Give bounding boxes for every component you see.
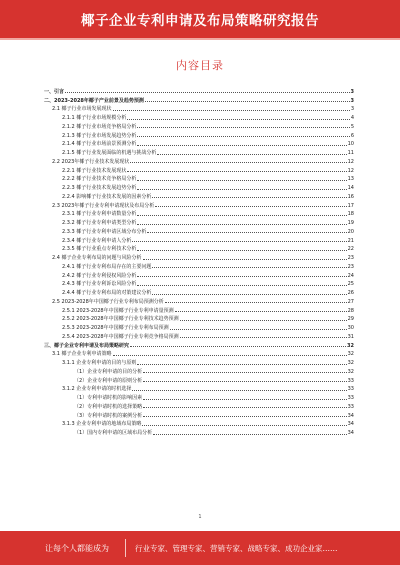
toc-entry[interactable]	[44, 305, 354, 314]
toc-dot-leader	[137, 180, 346, 181]
toc-entry[interactable]	[44, 95, 354, 104]
toc-entry-label: 2.1.3 椰子行业市场发展趋势分析	[62, 132, 137, 139]
toc-entry[interactable]	[44, 226, 354, 235]
toc-title: 内容目录	[176, 59, 224, 72]
toc-entry-label: 3.1.3 企业专利申请的地域布局策略	[62, 421, 142, 428]
footer-slogan: 让每个人都能成为	[45, 544, 109, 553]
toc-entry[interactable]	[44, 401, 354, 410]
toc-dot-leader	[113, 110, 350, 111]
toc-entry-label: 2.1.5 椰子行业发展面临的机遇与挑战分析	[62, 150, 157, 156]
toc-dot-leader	[155, 206, 346, 207]
toc-entry-label: （2）专利申请时机的选择策略	[74, 403, 143, 410]
toc-entry-page: 3	[350, 106, 354, 113]
toc-dot-leader	[113, 355, 347, 356]
toc-entry-label: 三、椰子企业专利申请及布局策略研究	[44, 342, 130, 349]
toc-entry[interactable]	[44, 130, 354, 139]
toc-entry[interactable]	[44, 261, 354, 270]
toc-entry[interactable]	[44, 340, 354, 349]
page-number: 1	[198, 514, 202, 520]
toc-entry[interactable]	[44, 279, 354, 288]
toc-entry[interactable]	[44, 427, 354, 436]
toc-dot-leader	[137, 364, 346, 365]
toc-dot-leader	[170, 329, 347, 330]
toc-entry-label: 2.1.1 椰子行业市场规模分析	[62, 115, 127, 121]
toc-entry-page: 18	[347, 211, 354, 218]
toc-entry-label: 一、引言	[44, 88, 65, 95]
toc-entry-label: （1）企业专利申请的目的分析	[74, 368, 143, 375]
toc-entry[interactable]	[44, 410, 354, 419]
toc-entry-label: 2.3.4 椰子行业专利申请人分析	[62, 237, 132, 244]
toc-entry-page: 21	[347, 237, 354, 244]
toc-entry[interactable]	[44, 191, 354, 200]
toc-entry-label: 2.3.1 椰子行业专利申请数量分析	[62, 211, 137, 218]
toc-entry[interactable]	[44, 86, 354, 95]
header-stripe	[0, 38, 400, 40]
toc-dot-leader	[165, 302, 347, 303]
toc-dot-leader	[143, 416, 346, 417]
toc-entry[interactable]	[44, 104, 354, 113]
toc-entry-label: 3.1.2 企业专利申请的时机选择	[62, 386, 132, 393]
toc-dot-leader	[180, 320, 347, 321]
toc-entry-page: 33	[347, 386, 354, 393]
toc-entry-page: 34	[347, 412, 354, 419]
toc-entry-page: 31	[347, 333, 354, 340]
toc-dot-leader	[137, 145, 346, 146]
toc-entry-page: 20	[347, 228, 354, 235]
toc-entry-page: 13	[347, 176, 354, 183]
toc-dot-leader	[152, 267, 346, 268]
toc-dot-leader	[137, 215, 346, 216]
toc-entry[interactable]	[44, 366, 354, 375]
toc-entry[interactable]	[44, 357, 354, 366]
toc-dot-leader	[132, 390, 346, 391]
toc-entry-page: 5	[350, 123, 354, 130]
toc-entry-label: 2.2.2 椰子行业技术竞争格局分析	[62, 176, 137, 183]
toc-entry-page: 12	[347, 167, 354, 174]
toc-entry-page: 34	[347, 430, 354, 436]
toc-entry[interactable]	[44, 270, 354, 279]
toc-entry-label: 2.4.2 椰子行业专利侵权风险分析	[62, 272, 137, 279]
toc-entry-page: 25	[347, 281, 354, 288]
toc-entry-label: （1）专利申请时机的影响因素	[74, 395, 143, 401]
toc-entry-page: 23	[347, 255, 354, 261]
toc-entry-label: （1）国内专利申请的区域布局分析	[74, 430, 153, 436]
toc-entry[interactable]	[44, 296, 354, 305]
toc-entry[interactable]	[44, 331, 354, 340]
toc-dot-leader	[127, 171, 346, 172]
toc-dot-leader	[137, 250, 346, 251]
toc-dot-leader	[137, 285, 346, 286]
toc-entry-page: 33	[347, 403, 354, 410]
toc-entry-page: 32	[347, 342, 354, 349]
toc-entry-label: 2.5.3 2023-2028年中国椰子行业专利布局预测	[62, 325, 169, 331]
toc-entry-page: 32	[347, 360, 354, 366]
toc-entry-page: 23	[347, 263, 354, 270]
toc-entry-label: 2.2.3 椰子行业技术发展趋势分析	[62, 185, 137, 191]
toc-entry-label: 2.2 2023年椰子行业技术发展现状	[52, 158, 130, 165]
toc-dot-leader	[132, 241, 346, 242]
toc-dot-leader	[137, 224, 346, 225]
toc-dot-leader	[130, 162, 346, 163]
toc-entry-page: 19	[347, 220, 354, 226]
toc-entry-page: 32	[347, 368, 354, 375]
toc-entry[interactable]	[44, 217, 354, 226]
table-of-contents	[44, 86, 354, 436]
toc-dot-leader	[143, 381, 346, 382]
toc-entry-page: 3	[350, 88, 354, 95]
toc-entry-label: 2.3.2 椰子行业专利申请类型分析	[62, 220, 137, 226]
toc-entry[interactable]	[44, 182, 354, 191]
toc-entry-page: 14	[347, 185, 354, 191]
toc-entry-page: 22	[347, 246, 354, 253]
toc-dot-leader	[157, 154, 346, 155]
toc-dot-leader	[65, 92, 350, 93]
toc-entry-page: 33	[347, 395, 354, 401]
toc-entry-page: 4	[350, 115, 354, 121]
toc-dot-leader	[127, 119, 349, 120]
toc-entry-label: 2.5.4 2023-2028年中国椰子行业专利竞争格局预测	[62, 333, 179, 340]
toc-entry[interactable]	[44, 156, 354, 165]
toc-dot-leader	[137, 136, 349, 137]
toc-entry-page: 6	[350, 132, 354, 139]
footer-divider	[125, 539, 126, 557]
toc-entry[interactable]	[44, 174, 354, 183]
toc-dot-leader	[152, 294, 346, 295]
toc-dot-leader	[145, 101, 350, 102]
toc-entry[interactable]	[44, 209, 354, 218]
toc-entry[interactable]	[44, 200, 354, 209]
toc-dot-leader	[153, 434, 346, 435]
toc-entry-page: 17	[347, 202, 354, 209]
toc-entry-label: 3.1.1 企业专利申请的目的与原则	[62, 360, 137, 366]
toc-entry[interactable]	[44, 139, 354, 148]
toc-dot-leader	[137, 276, 346, 277]
toc-entry-label: 2.4 椰子企业专利布局的问题与风险分析	[52, 255, 142, 261]
toc-entry-page: 11	[347, 150, 354, 156]
toc-dot-leader	[143, 259, 347, 260]
toc-entry-label: 2.4.3 椰子行业专利诉讼风险分析	[62, 281, 137, 288]
toc-entry[interactable]	[44, 375, 354, 384]
toc-entry-label: 2.3.3 椰子行业专利申请区域分布分析	[62, 228, 147, 235]
toc-entry-label: （3）专利申请时机的案例分析	[74, 412, 143, 419]
toc-dot-leader	[142, 425, 346, 426]
toc-entry-label: 2.2.1 椰子行业技术发展现状	[62, 167, 127, 174]
toc-entry-label: 2.1.4 椰子行业市场前景预测分析	[62, 141, 137, 148]
toc-dot-leader	[137, 189, 346, 190]
toc-entry-label: 2.4.1 椰子行业专利布局存在的主要问题	[62, 263, 152, 270]
toc-entry-label: 2.4.4 椰子行业专利布局的对策建议分析	[62, 290, 152, 296]
header-banner	[0, 0, 400, 38]
toc-entry-page: 27	[347, 298, 354, 305]
toc-entry[interactable]	[44, 165, 354, 174]
toc-entry[interactable]	[44, 244, 354, 253]
toc-entry[interactable]	[44, 252, 354, 261]
toc-entry[interactable]	[44, 349, 354, 358]
toc-entry-label: 二、2023-2028年椰子产业前景及趋势预测	[44, 97, 144, 104]
footer-banner	[0, 531, 400, 565]
report-title: 椰子企业专利申请及布局策略研究报告	[81, 13, 319, 29]
toc-dot-leader	[147, 232, 346, 233]
toc-entry[interactable]	[44, 392, 354, 401]
toc-entry[interactable]	[44, 121, 354, 130]
toc-entry-page: 12	[347, 158, 354, 165]
toc-entry-page: 10	[347, 141, 354, 148]
toc-entry-page: 34	[347, 421, 354, 428]
toc-entry[interactable]	[44, 147, 354, 156]
toc-entry-page: 32	[347, 351, 354, 358]
toc-entry-page: 16	[347, 193, 354, 200]
toc-entry[interactable]	[44, 112, 354, 121]
toc-entry[interactable]	[44, 384, 354, 393]
toc-entry-page: 29	[347, 316, 354, 323]
toc-dot-leader	[143, 372, 346, 373]
toc-dot-leader	[175, 311, 347, 312]
toc-entry-page: 28	[347, 307, 354, 314]
toc-entry-label: 3.1 椰子企业专利申请策略	[52, 351, 112, 358]
toc-entry[interactable]	[44, 419, 354, 428]
toc-entry[interactable]	[44, 314, 354, 323]
toc-entry-label: 2.5 2023-2028年中国椰子行业专利布局预测分析	[52, 298, 164, 305]
toc-entry-label: 2.3.5 椰子行业重点专利技术分析	[62, 246, 137, 253]
toc-dot-leader	[143, 399, 346, 400]
toc-dot-leader	[143, 407, 346, 408]
toc-entry-label: 2.5.1 2023-2028年中国椰子行业专利申请量预测	[62, 307, 174, 314]
toc-entry-page: 26	[347, 290, 354, 296]
toc-entry[interactable]	[44, 287, 354, 296]
toc-entry-label: 2.3 2023年椰子行业专利申请现状及布局分析	[52, 202, 155, 209]
toc-entry-page: 30	[347, 325, 354, 331]
toc-entry[interactable]	[44, 322, 354, 331]
toc-entry[interactable]	[44, 235, 354, 244]
toc-entry-label: 2.1.2 椰子行业市场竞争格局分析	[62, 123, 137, 130]
toc-entry-page: 24	[347, 272, 354, 279]
toc-entry-label: 2.1 椰子行业市场发展现状	[52, 106, 112, 113]
footer-tagline: 行业专家、管理专家、营销专家、战略专家、成功企业家……	[135, 544, 338, 553]
toc-dot-leader	[152, 197, 346, 198]
toc-dot-leader	[137, 127, 349, 128]
toc-entry-label: （2）企业专利申请的原则分析	[74, 377, 143, 384]
toc-entry-label: 2.2.4 影响椰子行业技术发展的因素分析	[62, 193, 152, 200]
toc-dot-leader	[130, 346, 346, 347]
toc-entry-page: 3	[350, 97, 354, 104]
toc-entry-page: 33	[347, 377, 354, 384]
toc-entry-label: 2.5.2 2023-2028年中国椰子行业专利技术趋势预测	[62, 316, 179, 323]
toc-dot-leader	[180, 337, 347, 338]
